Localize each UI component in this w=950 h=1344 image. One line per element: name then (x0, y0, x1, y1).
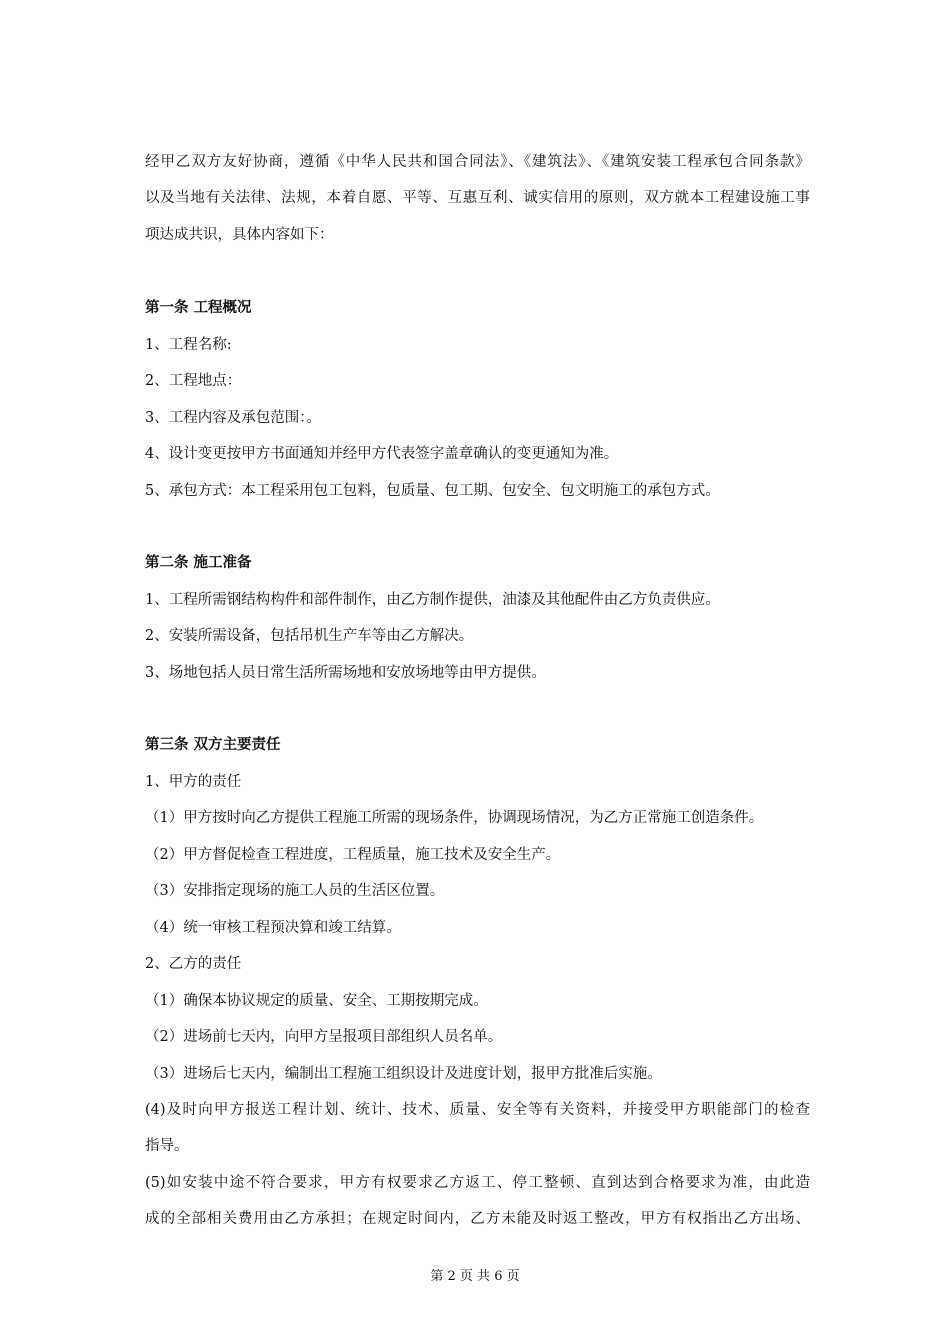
section-1-item-1: 1、工程名称: (145, 337, 232, 353)
intro-line-1: 经甲乙双方友好协商，遵循《中华人民共和国合同法》、《建筑法》、《建筑安装工程承包合同条款》 (145, 154, 810, 170)
section-2-item-2: 2、安装所需设备，包括吊机生产车等由乙方解决。 (145, 628, 474, 644)
section-3-item-4: （3）安排指定现场的施工人员的生活区位置。 (145, 883, 445, 899)
section-3-item-2: （1）甲方按时向乙方提供工程施工所需的现场条件，协调现场情况，为乙方正常施工创造条件。 (145, 810, 764, 826)
section-3-item-5: （4）统一审核工程预决算和竣工结算。 (145, 920, 401, 936)
section-3-item-10: (4)及时向甲方报送工程计划、统计、技术、质量、安全等有关资料，并接受甲方职能部门的检查 (145, 1102, 810, 1118)
intro-line-3: 项达成共识，具体内容如下： (145, 227, 334, 243)
page-footer: 第 2 页 共 6 页 (430, 1269, 520, 1284)
intro-line-2: 以及当地有关法律、法规，本着自愿、平等、互惠互利、诚实信用的原则，双方就本工程建设施工事 (145, 190, 810, 206)
section-1-item-5: 5、承包方式：本工程采用包工包料，包质量、包工期、包安全、包文明施工的承包方式。 (145, 483, 720, 499)
section-3-item-11: 指导。 (145, 1138, 189, 1154)
section-3-item-13: 成的全部相关费用由乙方承担；在规定时间内，乙方未能及时返工整改，甲方有权指出乙方出场、 (145, 1211, 810, 1227)
section-3-heading: 第三条 双方主要责任 (145, 736, 281, 753)
section-3-item-12: (5)如安装中途不符合要求，甲方有权要求乙方返工、停工整顿、直到达到合格要求为准，由此造 (145, 1175, 810, 1191)
section-3-item-3: （2）甲方督促检查工程进度，工程质量，施工技术及安全生产。 (145, 847, 561, 863)
section-2-item-1: 1、工程所需钢结构构件和部件制作，由乙方制作提供，油漆及其他配件由乙方负责供应。 (145, 592, 720, 608)
section-1-item-2: 2、工程地点： (145, 373, 242, 389)
section-1-heading: 第一条 工程概况 (145, 299, 252, 316)
section-1-item-3: 3、工程内容及承包范围：。 (145, 410, 321, 426)
section-3-item-8: （2）进场前七天内，向甲方呈报项目部组织人员名单。 (145, 1029, 503, 1045)
section-3-item-6: 2、乙方的责任 (145, 956, 242, 972)
section-2-heading: 第二条 施工准备 (145, 554, 252, 571)
section-3-item-1: 1、甲方的责任 (145, 774, 242, 790)
section-1-item-4: 4、设计变更按甲方书面通知并经甲方代表签字盖章确认的变更通知为准。 (145, 446, 619, 462)
section-3-item-7: （1）确保本协议规定的质量、安全、工期按期完成。 (145, 993, 488, 1009)
section-2-item-3: 3、场地包括人员日常生活所需场地和安放场地等由甲方提供。 (145, 665, 546, 681)
section-3-item-9: （3）进场后七天内，编制出工程施工组织设计及进度计划，报甲方批准后实施。 (145, 1066, 662, 1082)
